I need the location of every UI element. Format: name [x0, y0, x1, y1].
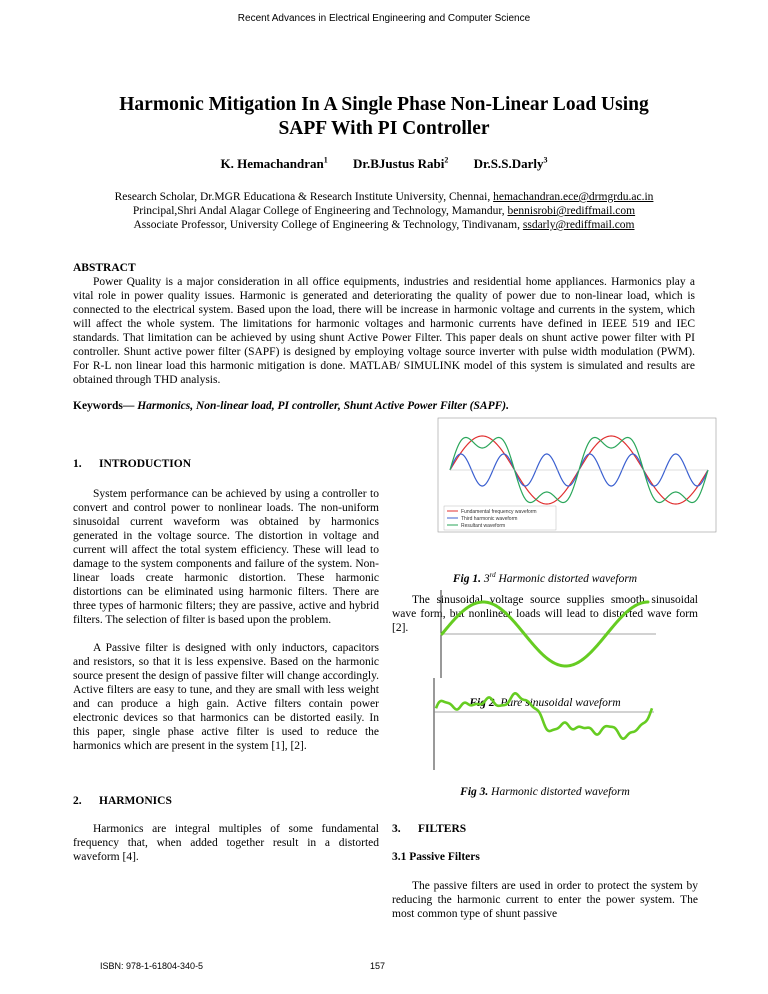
affiliation-3: Associate Professor, University College of Engineering & Technology, Tindivanam, ssdarly@rediffmail.com: [133, 219, 635, 231]
figure-3-distorted-wave: [430, 678, 660, 772]
email-link-1[interactable]: hemachandran.ece@drmgrdu.ac.in: [493, 191, 654, 203]
intro-paragraph-2: A Passive filter is designed with only inductors, capacitors and resistors, so that it is less expensive. Based on the harmonic source present the design of passive filter will change accordingly. Active filters are easy to tune, and they are small with less weight and can produce a high gain. Active filters contain power electronic devices so that harmonics can be distorted easily. In this paper, single phase active filter is used to reduce the harmonics which are present in the system [1], [2].: [73, 642, 379, 752]
filters-paragraph: The passive filters are used in order to protect the system by reducing the harmonic current to enter the power system. The most common type of shunt passive: [392, 880, 698, 920]
figure-2-pure-sine: [438, 590, 658, 690]
email-link-3[interactable]: ssdarly@rediffmail.com: [522, 219, 635, 231]
footer-page-number: 157: [370, 961, 386, 971]
fig1-legend-entry: Third harmonic waveform: [461, 516, 518, 522]
authors: [0, 156, 768, 172]
title-line-1: Harmonic Mitigation In A Single Phase Non-Linear Load Using: [119, 94, 649, 115]
affiliations: [40, 190, 728, 232]
right-paragraph-1: The sinusoidal voltage source supplies smooth sinusoidal wave form, but nonlinear loads will lead to distorted wave form [2].: [392, 594, 698, 634]
abstract-heading: ABSTRACT: [73, 262, 136, 274]
author-2: Dr.BJustus Rabi$^2$: [353, 156, 449, 172]
figure-2-caption: Fig 2. Pure sinusoidal waveform: [469, 697, 621, 709]
figure-1-caption: Fig 1. 3rd Harmonic distorted waveform: [452, 571, 638, 585]
running-head: Recent Advances in Electrical Engineering and Computer Science: [237, 13, 531, 24]
fig1-legend: [444, 506, 556, 530]
subsection-heading-passive-filters: 3.1 Passive Filters: [392, 851, 480, 863]
section-heading-harmonics: 2. HARMONICS: [73, 795, 172, 807]
email-link-2[interactable]: bennisrobi@rediffmail.com: [507, 205, 636, 217]
harmonics-paragraph: Harmonics are integral multiples of some fundamental frequency that, when added together result in a distorted waveform [4].: [73, 823, 379, 863]
figure-1-third-harmonic: [438, 418, 716, 532]
section-heading-introduction: 1. INTRODUCTION: [73, 458, 192, 470]
fig1-legend-entry: Fundamental frequency waveform: [461, 509, 537, 515]
intro-paragraph-1: System performance can be achieved by using a controller to convert and control power to nonlinear loads. The non-uniform sinusoidal current waveform was obtained by harmonics generated in the voltage source. The distortion in voltage and current will affect the total system efficiency. These will lead to damage to the system components and failure of the system. Non-linear loads create harmonic distortion. These harmonic distortions can be eliminated using harmonic filters. There are three types of harmonic filters; they are passive, active and hybrid filters. The selection of filter is based upon the problem.: [73, 488, 379, 626]
paper-title: [60, 93, 708, 141]
title-line-2: SAPF With PI Controller: [278, 118, 490, 139]
author-3: Dr.S.S.Darly$^3$: [473, 156, 548, 172]
abstract-text: Power Quality is a major consideration in all office equipments, industries and residential home appliances. Harmonics play a vital role in power quality issues. Harmonic is generated and deteriorating the quality of power due to non-linear load, which is connected to the electrical system. Based upon the load, there will be increase in harmonic voltage and currents in the system, which will affect the whole system. The limitations for harmonic voltages and harmonic currents have defined in IEEE 519 and IEC standards. That limitation can be achieved by using shunt Active Power Filter. This paper deals on shunt active power filter with PI controller. Shunt active power filter (SAPF) is designed by employing voltage source inverter with pulse width modulation (PWM). For R-L non linear load this harmonic mitigation is done. MATLAB/ SIMULINK model of this system is simulated and results are obtained through THD analysis.: [73, 276, 695, 386]
section-heading-filters: 3. FILTERS: [392, 823, 467, 835]
affiliation-1: Research Scholar, Dr.MGR Educationa & Research Institute University, Chennai, hemachandran.ece@drmgrdu.ac.in: [114, 191, 654, 203]
figure-3-caption: Fig 3. Harmonic distorted waveform: [460, 786, 630, 798]
fig3-distorted-wave: [436, 693, 652, 738]
affiliation-2: Principal,Shri Andal Alagar College of Engineering and Technology, Mamandur, bennisrobi@rediffmail.com: [132, 205, 636, 217]
keywords: Keywords— Harmonics, Non-linear load, PI controller, Shunt Active Power Filter (SAPF).: [73, 400, 509, 412]
footer-isbn: ISBN: 978-1-61804-340-5: [100, 961, 204, 971]
author-1: K. Hemachandran$^1$: [220, 156, 328, 172]
fig1-legend-entry: Resultant waveform: [461, 523, 506, 529]
